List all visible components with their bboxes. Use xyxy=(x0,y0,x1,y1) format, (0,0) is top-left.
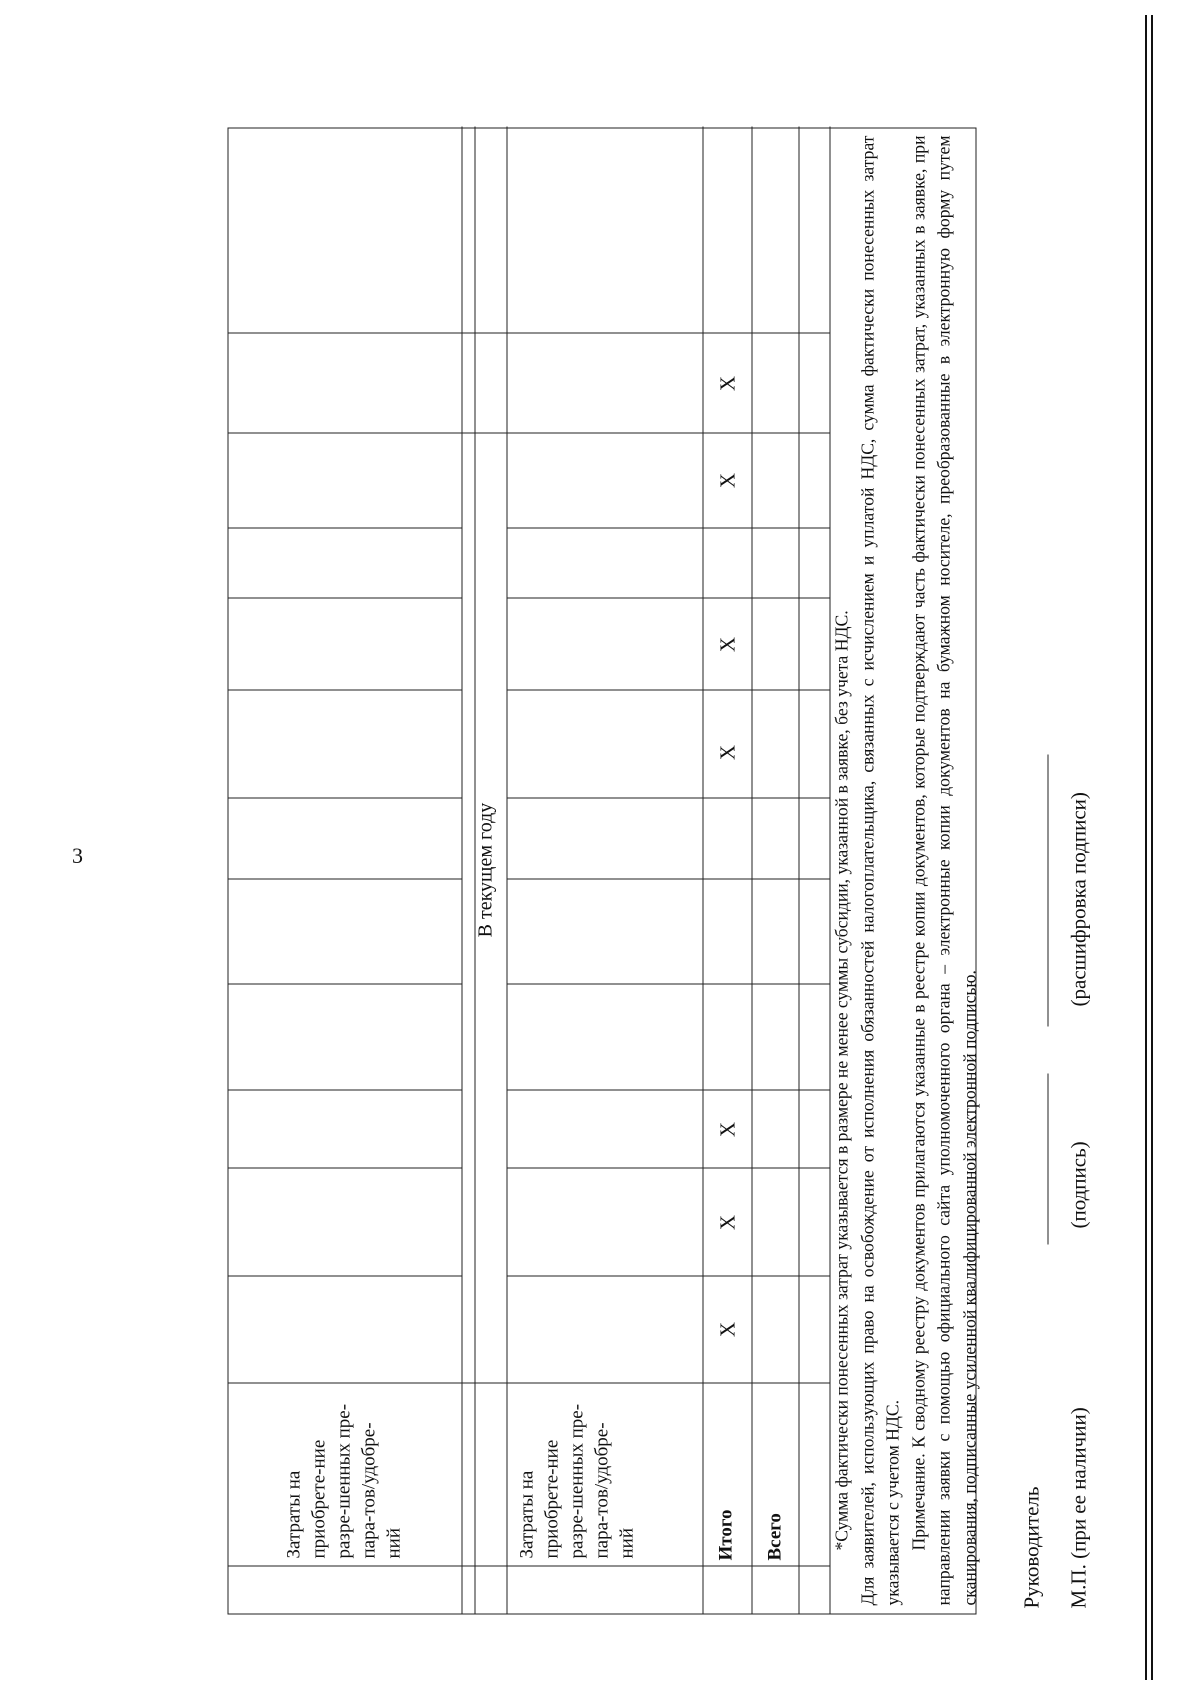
footnotes xyxy=(830,136,983,1606)
col-line xyxy=(507,1275,830,1276)
expenses-table xyxy=(228,128,977,1615)
x-mark: X xyxy=(715,1121,740,1138)
decode-line xyxy=(1048,755,1049,1027)
right-margin-rule xyxy=(1145,15,1147,1680)
col-line xyxy=(507,597,830,598)
row-line xyxy=(462,127,463,1614)
col-line xyxy=(229,983,462,984)
footnote-vat: *Сумма фактически понесенных затрат указывается в размере не менее суммы субсидии, указанной в заявке, без учета НДС. xyxy=(831,610,852,1551)
head-label: Руководитель xyxy=(1019,1486,1044,1609)
signature-line xyxy=(1048,1074,1049,1245)
x-mark: X xyxy=(715,375,740,392)
row-line xyxy=(703,127,704,1614)
col-line xyxy=(507,983,830,984)
col-line xyxy=(229,1167,462,1168)
grand-total-label: Всего xyxy=(764,1513,786,1561)
col-line xyxy=(229,332,830,333)
col-line xyxy=(229,1275,462,1276)
row-line xyxy=(752,127,753,1614)
col-line xyxy=(229,797,462,798)
col-line xyxy=(229,432,830,433)
col-line xyxy=(507,689,830,690)
col-line xyxy=(507,1167,830,1168)
col-line xyxy=(229,597,462,598)
x-mark: X xyxy=(715,1214,740,1231)
section-current-year-label: В текущем году xyxy=(474,802,497,938)
col-line xyxy=(229,1382,830,1383)
col-line xyxy=(229,1565,830,1566)
row-line xyxy=(507,127,508,1614)
rotated-landscape-page xyxy=(202,103,1091,1639)
footnote-note: Примечание. К сводному реестру документов прилагаются указанные в реестре копии документов, которые подтверждают часть фактически понесенных затрат, указанных в заявке, при направлении заявки с помощью официального сайта уполномоченного органа – электронные копии документов на бумажном носителе, преобразованные в электронную форму путем сканирования, подписанные усиленной квалифицированной электронной подписью. xyxy=(908,135,979,1606)
page-number: 3 xyxy=(72,843,83,868)
cost-row-label-current: Затраты на приобрете-ние разре-шенных пре-пара-тов/удобре-ний xyxy=(516,1403,638,1559)
right-margin-rule-inner xyxy=(1151,15,1153,1680)
col-line xyxy=(229,1089,462,1090)
col-line xyxy=(507,797,830,798)
x-mark: X xyxy=(715,1321,740,1338)
col-line xyxy=(229,527,462,528)
col-line xyxy=(229,689,462,690)
col-line xyxy=(229,878,462,879)
x-mark: X xyxy=(715,636,740,653)
footnote-exemption: Для заявителей, использующих право на освобождение от исполнения обязанностей налогоплательщика, связанных с исчислением и уплатой НДС, сумма фактически понесенных затрат указывается с учетом НДС. xyxy=(857,135,903,1606)
row-line xyxy=(799,127,800,1614)
col-line xyxy=(507,527,830,528)
cost-row-label-prev: Затраты на приобрете-ние разре-шенных пре-пара-тов/удобре-ний xyxy=(283,1403,405,1559)
signature-caption: (подпись) xyxy=(1066,1141,1091,1229)
stamp-label: М.П. (при ее наличии) xyxy=(1066,1407,1091,1609)
col-line xyxy=(507,878,830,879)
x-mark: X xyxy=(715,744,740,761)
decode-caption: (расшифровка подписи) xyxy=(1066,792,1091,1007)
total-label: Итого xyxy=(715,1509,737,1561)
x-mark: X xyxy=(715,472,740,489)
col-line xyxy=(507,1089,830,1090)
